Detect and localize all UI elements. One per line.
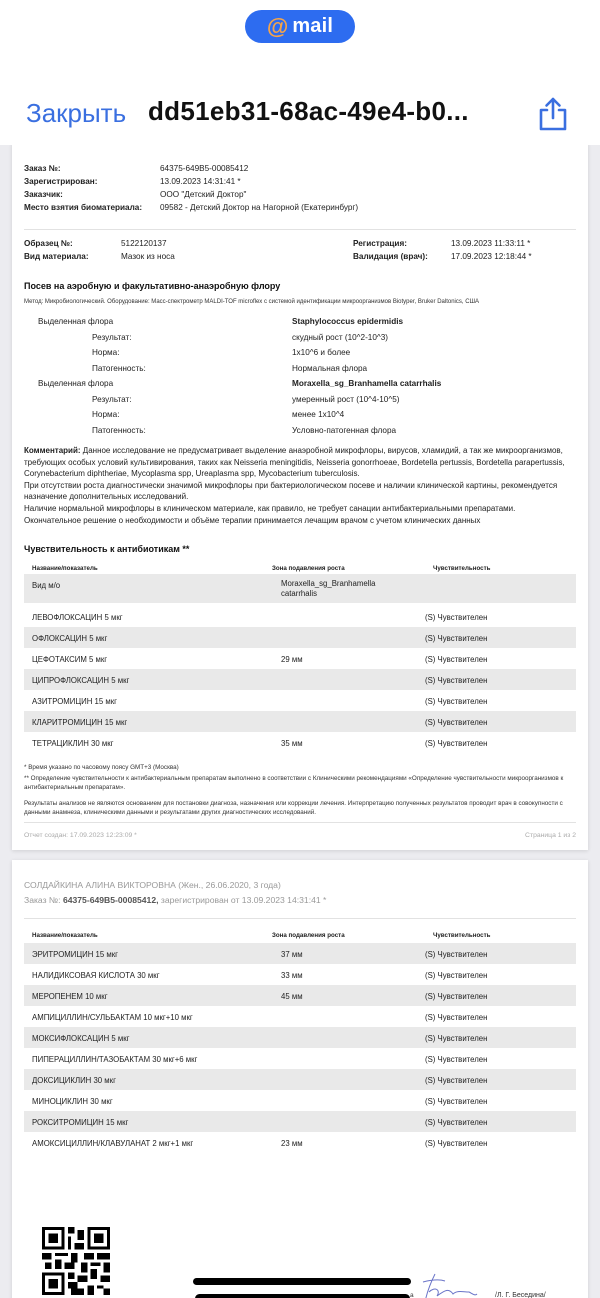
table-row [24, 985, 576, 1006]
col-header-sensitivity: Чувствительность [433, 932, 491, 939]
cell-sensitivity: (S) Чувствителен [425, 1097, 488, 1106]
pathogenicity-label: Патогенность: [92, 364, 146, 373]
order-no-value: 64375-649B5-00085412 [160, 164, 249, 173]
table-row [24, 1006, 576, 1027]
order-no-label: Заказ №: [24, 164, 61, 173]
cell-name: РОКСИТРОМИЦИН 15 мкг [32, 1118, 129, 1127]
validation-value: 17.09.2023 12:18:44 * [451, 252, 532, 261]
footnote-timezone: * Время указано по часовому поясу GMT+3 (Москва) [24, 764, 179, 771]
flora-label: Выделенная флора [38, 317, 114, 326]
home-indicator[interactable] [193, 1278, 411, 1285]
qr-code-icon [42, 1227, 110, 1295]
disclaimer: Результаты анализов не являются основанием для постановки диагноза, назначения или коррекции лечения. Интерпретацию полученных результатов проводит врач в совокупности с данными анамнеза, клиническими данными и результатами других диагностических исследований. [24, 800, 563, 817]
cell-name: МЕРОПЕНЕМ 10 мкг [32, 992, 108, 1001]
place-value: 09582 - Детский Доктор на Нагорной (Екатеринбург) [160, 203, 359, 212]
col-header-name: Название/показатель [32, 565, 98, 572]
cell-sensitivity: (S) Чувствителен [425, 950, 488, 959]
cell-sensitivity: (S) Чувствителен [425, 718, 488, 727]
cell-zone: 37 мм [281, 950, 303, 959]
cell-sensitivity: (S) Чувствителен [425, 992, 488, 1001]
table-row [24, 669, 576, 690]
cell-name: МОКСИФЛОКСАЦИН 5 мкг [32, 1034, 130, 1043]
result-value: умеренный рост (10^4-10^5) [292, 395, 400, 404]
cell-zone: 33 мм [281, 971, 303, 980]
cell-zone: 45 мм [281, 992, 303, 1001]
table-row [24, 648, 576, 669]
cell-sensitivity: (S) Чувствителен [425, 655, 488, 664]
norm-label: Норма: [92, 348, 120, 357]
comment-p1: Данное исследование не предусматривает выделение анаэробной микрофлоры, вирусов, хламидий, а так же микроорганизмов, требующих особых условий культивирования, таких как Neisseria meningitidis, Neisseria gonorrhoeae, Bordetella pertussis, Bordetella parapertussis, Corynebacterium diphtheriae, Mycoplasma spp, Ureaplasma spp, Mycobacterium tuberculosis. [24, 446, 565, 479]
customer-label: Заказчик: [24, 190, 63, 199]
brand-label: mail [292, 15, 334, 37]
cell-name: ДОКСИЦИКЛИН 30 мкг [32, 1076, 116, 1085]
norm-value: 1x10^6 и более [292, 348, 351, 357]
result-label: Результат: [92, 333, 132, 342]
order-info [24, 893, 326, 908]
table-row [24, 1048, 576, 1069]
cell-name: ЦЕФОТАКСИМ 5 мкг [32, 655, 108, 664]
document-page-1 [12, 145, 588, 850]
table-row [24, 1027, 576, 1048]
divider [24, 918, 576, 919]
comment-p4: Окончательное решение о необходимости и объёме терапии принимается лечащим врачом с учетом клинических данных [24, 515, 481, 525]
abx-title: Чувствительность к антибиотикам ** [24, 544, 190, 554]
culture-title: Посев на аэробную и факультативно-анаэробную флору [24, 281, 281, 291]
report-created: Отчет создан: 17.09.2023 12:23:09 * [24, 832, 137, 839]
registration-value: 13.09.2023 11:33:11 * [451, 239, 531, 248]
cell-name: ПИПЕРАЦИЛЛИН/ТАЗОБАКТАМ 30 мкг+6 мкг [32, 1055, 198, 1064]
pathogenicity-label: Патогенность: [92, 426, 146, 435]
cell-name: ТЕТРАЦИКЛИН 30 мкг [32, 739, 114, 748]
col-header-name: Название/показатель [32, 932, 98, 939]
page-number: Страница 1 из 2 [525, 832, 576, 839]
sample-no-label: Образец №: [24, 239, 73, 248]
cell-sensitivity: (S) Чувствителен [425, 613, 488, 622]
cell-sensitivity: (S) Чувствителен [425, 1013, 488, 1022]
place-label: Место взятия биоматериала: [24, 203, 143, 212]
cell-name: АМОКСИЦИЛЛИН/КЛАВУЛАНАТ 2 мкг+1 мкг [32, 1139, 194, 1148]
table-row [24, 732, 576, 753]
cell-name: НАЛИДИКСОВАЯ КИСЛОТА 30 мкг [32, 971, 160, 980]
cell-sensitivity: (S) Чувствителен [425, 1034, 488, 1043]
cell-name: АМПИЦИЛЛИН/СУЛЬБАКТАМ 10 мкг+10 мкг [32, 1013, 193, 1022]
flora-name: Staphylococcus epidermidis [292, 317, 404, 326]
table-row [24, 690, 576, 711]
cell-sensitivity: (S) Чувствителен [425, 634, 488, 643]
pathogenicity-value: Нормальная флора [292, 364, 368, 373]
norm-label: Норма: [92, 410, 120, 419]
mail-brand-badge [245, 10, 355, 43]
order-registered: зарегистрирован от 13.09.2023 14:31:41 * [160, 895, 327, 905]
pathogenicity-value: Условно-патогенная флора [292, 426, 397, 435]
cell-zone [281, 579, 375, 599]
cell-name: ОФЛОКСАЦИН 5 мкг [32, 634, 108, 643]
table-row [24, 943, 576, 964]
table-row [24, 1069, 576, 1090]
result-label: Результат: [92, 395, 132, 404]
nav-row [0, 92, 600, 140]
patient-info: СОЛДАЙКИНА АЛИНА ВИКТОРОВНА (Жен., 26.06.2020, 3 года) [24, 880, 281, 890]
registered-value: 13.09.2023 14:31:41 * [160, 177, 241, 186]
cell-name: ЦИПРОФЛОКСАЦИН 5 мкг [32, 676, 130, 685]
col-header-zone: Зона подавления роста [272, 932, 345, 939]
cell-zone: 35 мм [281, 739, 303, 748]
comment-block [24, 445, 580, 526]
cell-name: ЭРИТРОМИЦИН 15 мкг [32, 950, 118, 959]
table-row [24, 1090, 576, 1111]
footnote-sensitivity: ** Определение чувствительности к антибактериальным препаратам выполнено в соответствии с Клиническими рекомендациями «Определение чувствительности микроорганизмов к антибактериальным препаратам». [24, 775, 564, 792]
cell-sensitivity: (S) Чувствителен [425, 1055, 488, 1064]
cell-name: АЗИТРОМИЦИН 15 мкг [32, 697, 118, 706]
registration-label: Регистрация: [353, 239, 407, 248]
sample-values [121, 237, 175, 263]
share-icon[interactable] [536, 96, 570, 132]
pdf-viewer[interactable] [0, 145, 600, 1298]
customer-value: ООО "Детский Доктор" [160, 190, 247, 199]
table-row [24, 964, 576, 985]
cell-sensitivity: (S) Чувствителен [425, 697, 488, 706]
cell-sensitivity: (S) Чувствителен [425, 1118, 488, 1127]
cell-sensitivity: (S) Чувствителен [425, 1076, 488, 1085]
cell-zone: 23 мм [281, 1139, 303, 1148]
material-label: Вид материала: [24, 252, 89, 261]
cell-sensitivity: (S) Чувствителен [425, 739, 488, 748]
sample-labels [24, 237, 89, 263]
signature-prefix: а [410, 1292, 414, 1298]
order-labels [24, 162, 159, 214]
cell-name: КЛАРИТРОМИЦИН 15 мкг [32, 718, 128, 727]
table-row [24, 711, 576, 732]
organism-line1: Moraxella_sg_Branhamella [281, 579, 376, 588]
registered-label: Зарегистрирован: [24, 177, 98, 186]
cell-name: Вид м/о [32, 581, 61, 590]
at-sign-icon: @ [266, 13, 289, 39]
col-header-sensitivity: Чувствительность [433, 565, 491, 572]
cell-name: ЛЕВОФЛОКСАЦИН 5 мкг [32, 613, 123, 622]
order-prefix: Заказ №: [24, 895, 61, 905]
order-number: 64375-649B5-00085412, [62, 895, 159, 905]
comment-p2: При отсутствии роста диагностически значимой микрофлоры при бактериологическом посеве и наличии клинической картины, рекомендуется назначение дополнительных исследований. [24, 480, 558, 502]
viewer-header [0, 0, 600, 145]
cell-sensitivity: (S) Чувствителен [425, 971, 488, 980]
organism-line2: catarrhalis [281, 589, 317, 598]
cell-sensitivity: (S) Чувствителен [425, 676, 488, 685]
result-value: скудный рост (10^2-10^3) [292, 333, 389, 342]
dates-labels [353, 237, 428, 263]
order-values [160, 162, 358, 214]
close-button[interactable]: Закрыть [26, 98, 127, 128]
table-row [24, 627, 576, 648]
document-title: dd51eb31-68ac-49e4-b0... [148, 96, 469, 126]
table-row [24, 606, 576, 627]
material-value: Мазок из носа [121, 252, 175, 261]
dates-values [451, 237, 532, 263]
signature-icon [417, 1270, 487, 1298]
sample-no-value: 5122120137 [121, 239, 167, 248]
culture-method: Метод: Микробиологический. Оборудование: Масс-спектрометр MALDI-TOF microflex с системой идентификации микроорганизмов Biotyper, Bruker Daltonics, США [24, 299, 480, 305]
validation-label: Валидация (врач): [353, 252, 428, 261]
col-header-zone: Зона подавления роста [272, 565, 345, 572]
table-row [24, 1111, 576, 1132]
table-row [24, 1132, 576, 1153]
cell-zone: 29 мм [281, 655, 303, 664]
redacted-field [195, 1294, 410, 1298]
flora-name: Moraxella_sg_Branhamella catarrhalis [292, 379, 442, 388]
document-page-2 [12, 860, 588, 1298]
flora-label: Выделенная флора [38, 379, 114, 388]
divider [24, 229, 576, 230]
comment-p3: Наличие нормальной микрофлоры в клиническом материале, как правило, не требует санации антибактериальными препаратами. [24, 503, 516, 513]
norm-value: менее 1x10^4 [292, 410, 345, 419]
comment-label: Комментарий: [24, 446, 81, 455]
divider [24, 822, 576, 823]
cell-sensitivity: (S) Чувствителен [425, 1139, 488, 1148]
cell-name: МИНОЦИКЛИН 30 мкг [32, 1097, 113, 1106]
signer-name: /Л. Г. Беседина/ [495, 1292, 546, 1298]
table-row-organism [24, 574, 576, 603]
